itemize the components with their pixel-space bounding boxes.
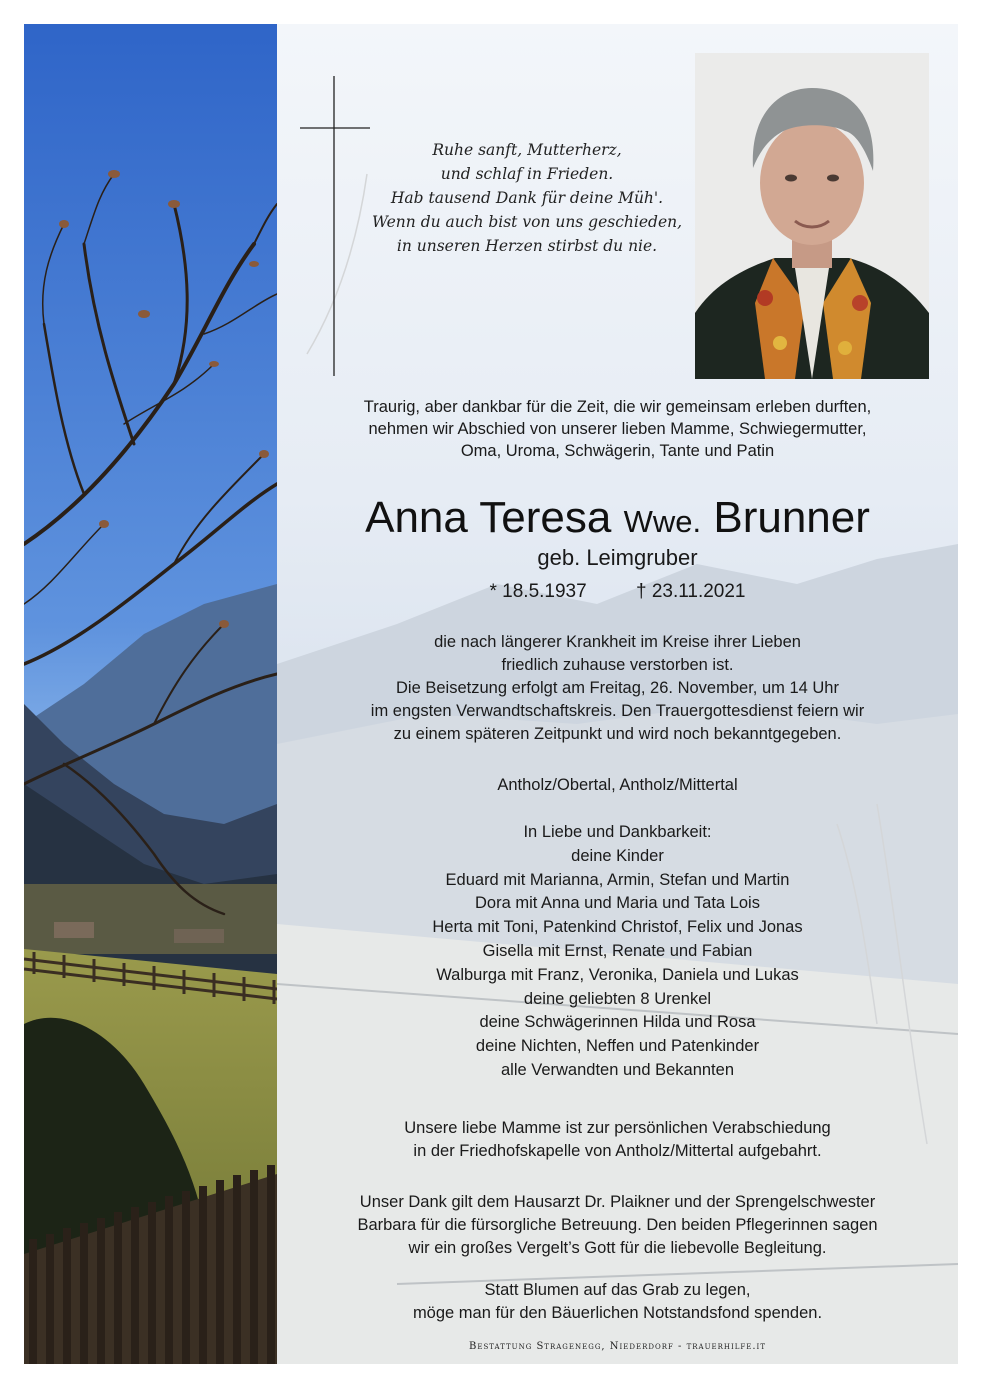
life-dates <box>277 579 958 605</box>
poem-line: Wenn du auch bist von uns geschieden, <box>371 213 683 231</box>
birth-date: * 18.5.1937 <box>489 581 587 602</box>
intro-line: Traurig, aber dankbar für die Zeit, die wir gemeinsam erleben durften, <box>363 398 872 416</box>
poem-line: Hab tausend Dank für deine Müh'. <box>390 189 664 207</box>
poem-line: und schlaf in Frieden. <box>440 165 614 183</box>
intro-line: Oma, Uroma, Schwägerin, Tante und Patin <box>460 442 775 460</box>
notice-line: zu einem späteren Zeitpunkt und wird noch bekanntgegeben. <box>393 725 842 743</box>
birth-name: geb. Leimgruber <box>537 545 698 570</box>
gratitude-line: wir ein großes Vergelt’s Gott für die liebevolle Begleitung. <box>408 1239 827 1257</box>
mourner-line: Eduard mit Marianna, Armin, Stefan und Martin <box>445 870 790 889</box>
viewing-line: Unsere liebe Mamme ist zur persönlichen Verabschiedung <box>404 1119 831 1137</box>
gratitude-line: Barbara für die fürsorgliche Betreuung. Den beiden Pflegerinnen sagen <box>357 1216 878 1234</box>
intro-text <box>277 396 958 462</box>
poem-line: in unseren Herzen stirbst du nie. <box>396 237 658 255</box>
surname: Brunner <box>713 493 870 542</box>
flowers-request <box>277 1279 958 1325</box>
mourner-line: Herta mit Toni, Patenkind Christof, Felix und Jonas <box>432 918 803 937</box>
text-panel <box>277 24 958 1364</box>
deceased-name <box>277 492 958 548</box>
viewing-info <box>277 1117 958 1163</box>
death-notice <box>277 631 958 746</box>
mourner-line: deine geliebten 8 Urenkel <box>523 989 712 1008</box>
first-names: Anna Teresa <box>365 493 612 542</box>
flowers-line: möge man für den Bäuerlichen Notstandsfond spenden. <box>412 1304 823 1322</box>
mourner-line: Dora mit Anna und Maria und Tata Lois <box>475 894 760 913</box>
landscape-photo <box>24 24 277 1364</box>
funeral-home-footer: Bestattung Stragenegg, Niederdorf - trauerhilfe.it <box>468 1341 766 1352</box>
memorial-poem <box>337 138 717 258</box>
poem-line: Ruhe sanft, Mutterherz, <box>432 141 622 159</box>
death-date: † 23.11.2021 <box>635 581 746 602</box>
gratitude-text <box>277 1191 958 1260</box>
flowers-line: Statt Blumen auf das Grab zu legen, <box>484 1281 751 1299</box>
portrait-photo <box>695 53 929 379</box>
notice-line: die nach längerer Krankheit im Kreise ihrer Lieben <box>434 633 801 651</box>
notice-line: Die Beisetzung erfolgt am Freitag, 26. November, um 14 Uhr <box>396 679 839 697</box>
mourner-line: In Liebe und Dankbarkeit: <box>523 823 712 841</box>
mourner-line: alle Verwandten und Bekannten <box>500 1060 734 1079</box>
mourner-line: deine Nichten, Neffen und Patenkinder <box>475 1037 760 1056</box>
mourner-line: Walburga mit Franz, Veronika, Daniela und Lukas <box>436 965 799 984</box>
obituary-card <box>24 24 958 1364</box>
mourner-line: deine Kinder <box>571 846 664 865</box>
mourners-list <box>277 821 958 1083</box>
widow-abbreviation: Wwe. <box>623 504 702 539</box>
places: Antholz/Obertal, Antholz/Mittertal <box>497 776 738 794</box>
gratitude-line: Unser Dank gilt dem Hausarzt Dr. Plaikner und der Sprengelschwester <box>359 1193 876 1211</box>
viewing-line: in der Friedhofskapelle von Antholz/Mittertal aufgebahrt. <box>413 1142 822 1160</box>
intro-line: nehmen wir Abschied von unserer lieben Mamme, Schwiegermutter, <box>368 420 867 438</box>
mourner-line: Gisella mit Ernst, Renate und Fabian <box>482 941 753 960</box>
mourner-line: deine Schwägerinnen Hilda und Rosa <box>479 1013 756 1032</box>
notice-line: friedlich zuhause verstorben ist. <box>501 656 734 674</box>
notice-line: im engsten Verwandtschaftskreis. Den Trauergottesdienst feiern wir <box>370 702 865 720</box>
